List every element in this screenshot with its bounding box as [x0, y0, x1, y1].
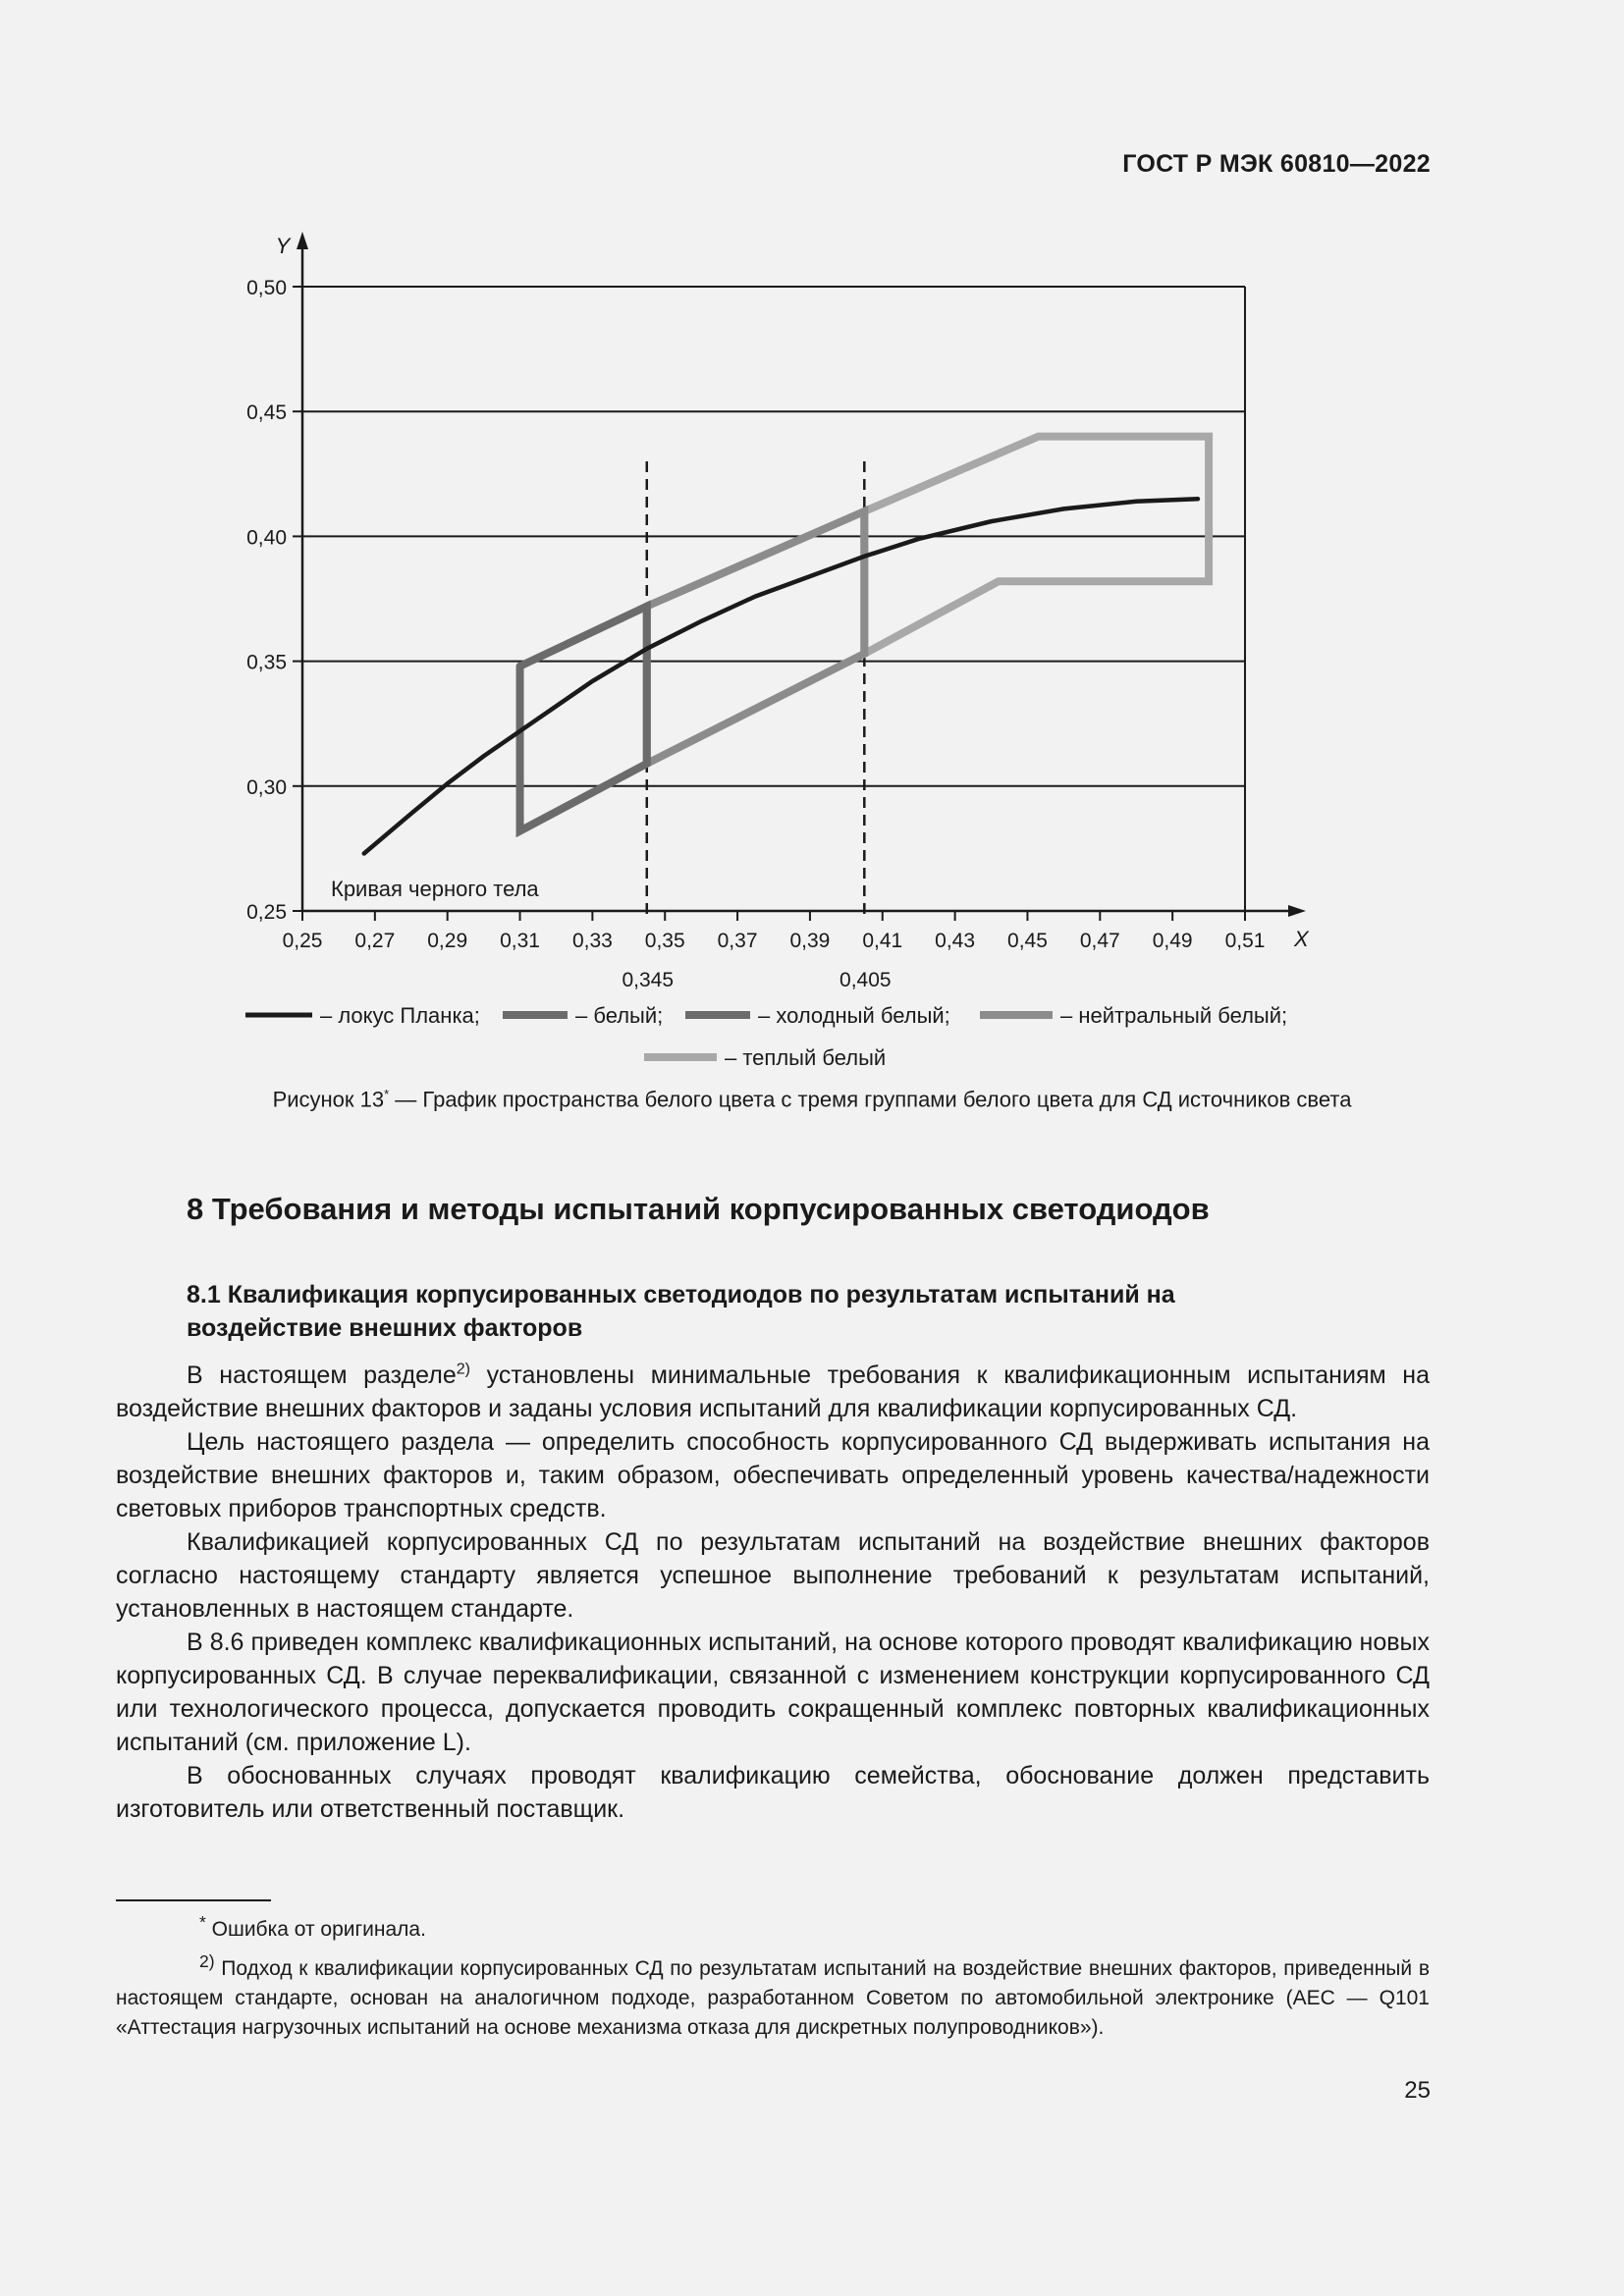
- x-tick-label-9: 0,43: [935, 930, 976, 952]
- dashed-line-label-0: 0,345: [622, 969, 675, 991]
- caption-mark: *: [384, 1087, 390, 1101]
- footnote-2-mark: 2): [199, 1951, 215, 1971]
- standard-designation: ГОСТ Р МЭК 60810—2022: [1122, 150, 1431, 178]
- x-tick-label-1: 0,27: [354, 930, 396, 952]
- y-tick-label-1: 0,30: [246, 775, 287, 799]
- page-number: 25: [1404, 2077, 1431, 2104]
- series-line-4: [864, 437, 1209, 654]
- x-axis-arrow: [1288, 905, 1306, 917]
- legend-label-4: – теплый белый: [725, 1045, 887, 1070]
- paragraph-2: Цель настоящего раздела — определить способность корпусированного СД выдерживать испытания на воздействие внешних факторов и, таким образом, обеспечивать определенный уровень качества/надежности световых приборов транспортных средств.: [116, 1428, 1430, 1522]
- footnote-2-text: Подход к квалификации корпусированных СД по результатам испытаний на воздействие внешних факторов, приведенный в настоящем стандарте, основан на аналогичном подходе, разработанном Советом по автомобильной электронике (AEC — Q101 «Аттестация нагрузочных испытаний на основе механизма отказа для дискретных полупроводников»).: [116, 1957, 1430, 2039]
- paragraph-3: Квалификацией корпусированных СД по результатам испытаний на воздействие внешних факторов согласно настоящему стандарту является успешное выполнение требований к результатам испытаний, установленных в настоящем стандарте.: [116, 1528, 1430, 1623]
- x-tick-label-2: 0,29: [427, 930, 468, 952]
- x-tick-label-12: 0,49: [1152, 930, 1193, 952]
- body-text: [116, 1359, 1430, 1826]
- footnote-ref-2[interactable]: 2): [456, 1361, 470, 1378]
- footnote-2: [116, 1947, 1430, 2043]
- x-tick-label-4: 0,33: [571, 930, 613, 952]
- y-axis-label: Y: [275, 234, 291, 258]
- y-tick-label-2: 0,35: [246, 651, 287, 674]
- y-tick-label-0: 0,25: [246, 901, 287, 924]
- dashed-line-label-1: 0,405: [839, 969, 892, 991]
- p1-end: установлены минимальные требования к квалификационным испытаниям на воздействие внешних факторов и заданы условия испытаний для квалификации корпусированных СД.: [116, 1362, 1431, 1422]
- caption-prefix: Рисунок 13: [272, 1087, 385, 1112]
- series-line-3: [647, 511, 865, 764]
- x-tick-label-11: 0,47: [1079, 930, 1120, 952]
- legend-label-2: – холодный белый;: [758, 1003, 950, 1028]
- x-tick-label-3: 0,31: [500, 930, 540, 952]
- legend-label-1: – белый;: [575, 1003, 664, 1028]
- paragraph-1: [116, 1359, 1430, 1425]
- x-tick-label-0: 0,25: [282, 930, 323, 952]
- x-tick-label-7: 0,39: [789, 930, 831, 952]
- white-space-chart: [0, 0, 1624, 1080]
- footnote-1-text: Ошибка от оригинала.: [205, 1918, 426, 1941]
- curve-label: Кривая черного тела: [331, 877, 539, 901]
- x-axis-label: X: [1294, 927, 1309, 951]
- y-tick-label-4: 0,45: [246, 401, 287, 425]
- footnote-1-mark: *: [199, 1912, 206, 1932]
- y-tick-label-3: 0,40: [246, 526, 287, 550]
- figure-caption: [0, 1087, 1624, 1112]
- section-title: 8 Требования и методы испытаний корпусированных светодиодов: [187, 1192, 1210, 1226]
- footnote-1: [116, 1907, 1430, 1945]
- paragraph-4: В 8.6 приведен комплекс квалификационных испытаний, на основе которого проводят квалификацию новых корпусированных СД. В случае переквалификации, связанной с изменением конструкции корпусированного СД или технологического процесса, допускается проводить сокращенный комплекс повторных квалификационных испытаний (см. приложение L).: [116, 1629, 1430, 1756]
- paragraph-5: В обоснованных случаях проводят квалификацию семейства, обоснование должен представить изготовитель или ответственный поставщик.: [116, 1762, 1430, 1823]
- caption-text: — График пространства белого цвета с тремя группами белого цвета для СД источников света: [389, 1087, 1352, 1112]
- series-line-0: [364, 499, 1198, 853]
- y-tick-label-5: 0,50: [246, 277, 287, 299]
- legend-label-3: – нейтральный белый;: [1060, 1003, 1288, 1028]
- legend-label-0: – локус Планка;: [320, 1003, 480, 1028]
- subsection-title: 8.1 Квалификация корпусированных светодиодов по результатам испытаний на воздействие внешних факторов: [187, 1281, 1175, 1342]
- x-tick-label-10: 0,45: [1007, 930, 1048, 952]
- x-tick-label-13: 0,51: [1224, 930, 1266, 952]
- x-tick-label-5: 0,35: [644, 930, 685, 952]
- footnote-divider: [116, 1899, 271, 1901]
- footnotes: [116, 1907, 1430, 2045]
- y-axis-arrow: [297, 232, 308, 249]
- p1-start: В настоящем разделе: [187, 1362, 457, 1389]
- x-tick-label-6: 0,37: [717, 930, 758, 952]
- x-tick-label-8: 0,41: [862, 930, 903, 952]
